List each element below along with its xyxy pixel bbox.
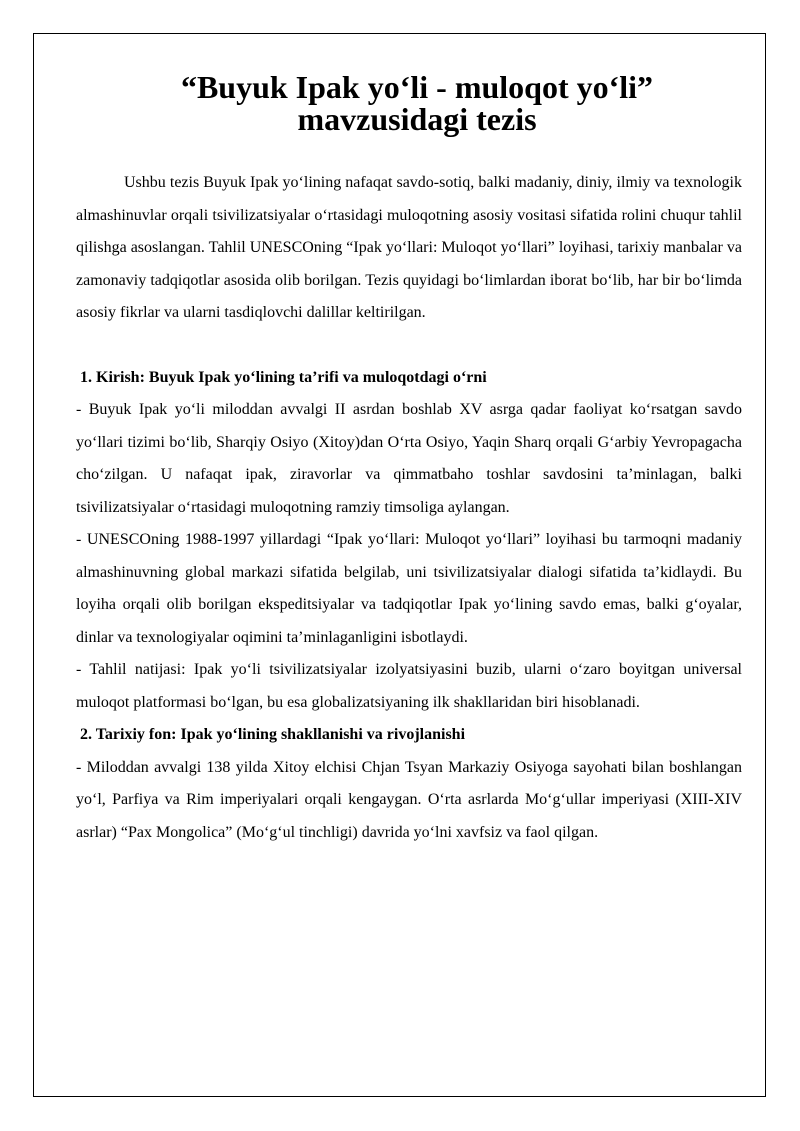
document-body [76, 71, 742, 849]
spacer [76, 135, 742, 167]
section-2-paragraph: - Miloddan avvalgi 138 yilda Xitoy elchisi Chjan Tsyan Markaziy Osiyoga sayohati bilan boshlangan yo‘l, Parfiya va Rim imperiyalari orqali kengaygan. O‘rta asrlarda Mo‘g‘ullar imperiyasi (XIII-XIV asrlar) “Pax Mongolica” (Mo‘g‘ul tinchligi) davrida yo‘lni xavfsiz va faol qilgan. [76, 758, 742, 841]
section-1-paragraph: - UNESCOning 1988-1997 yillardagi “Ipak yo‘llari: Muloqot yo‘llari” loyihasi bu tarmoqni madaniy almashinuvning global markazi sifatida belgilab, uni tsivilizatsiyalar dialogi sifatida ta’kidlaydi. Bu loyiha orqali olib borilgan ekspeditsiyalar va tadqiqotlar Ipak yo‘lining savdo emas, balki g‘oyalar, dinlar va texnologiyalar oqimini ta’minlaganligini isbotlaydi. [76, 531, 742, 646]
section-heading-historical-background: 2. Tarixiy fon: Ipak yo‘lining shakllanishi va rivojlanishi [80, 726, 466, 743]
section-1-paragraph: - Buyuk Ipak yo‘li miloddan avvalgi II asrdan boshlab XV asrga qadar faoliyat ko‘rsatgan savdo yo‘llari tizimi bo‘lib, Sharqiy Osiyo (Xitoy)dan O‘rta Osiyo, Yaqin Sharq orqali G‘arbiy Yevropagacha cho‘zilgan. U nafaqat ipak, ziravorlar va qimmatbaho toshlar savdosini ta’minlagan, balki tsivilizatsiyalar o‘rtasidagi muloqotning ramziy timsoliga aylangan. [76, 401, 742, 516]
section-1-paragraph: - Tahlil natijasi: Ipak yo‘li tsivilizatsiyalar izolyatsiyasini buzib, ularni o‘zaro boyitgan universal muloqot platformasi bo‘lgan, bu esa globalizatsiyaning ilk shakllaridan biri hisoblanadi. [76, 661, 742, 711]
document-title: “Buyuk Ipak yo‘li - muloqot yo‘li” mavzusidagi tezis [180, 69, 654, 137]
spacer [76, 330, 742, 362]
section-heading-introduction: 1. Kirish: Buyuk Ipak yo‘lining ta’rifi va muloqotdagi o‘rni [80, 368, 487, 386]
intro-paragraph: Ushbu tezis Buyuk Ipak yo‘lining nafaqat savdo-sotiq, balki madaniy, diniy, ilmiy va texnologik almashinuvlar orqali tsivilizatsiyalar o‘rtasidagi muloqotning asosiy vositasi sifatida rolini chuqur tahlil qilishga asoslangan. Tahlil UNESCOning “Ipak yo‘llari: Muloqot yo‘llari” loyihasi, tarixiy manbalar va zamonaviy tadqiqotlar asosida olib borilgan. Tezis quyidagi bo‘limlardan iborat bo‘lib, har bir bo‘limda asosiy fikrlar va ularni tasdiqlovchi dalillar keltirilgan. [76, 174, 742, 321]
